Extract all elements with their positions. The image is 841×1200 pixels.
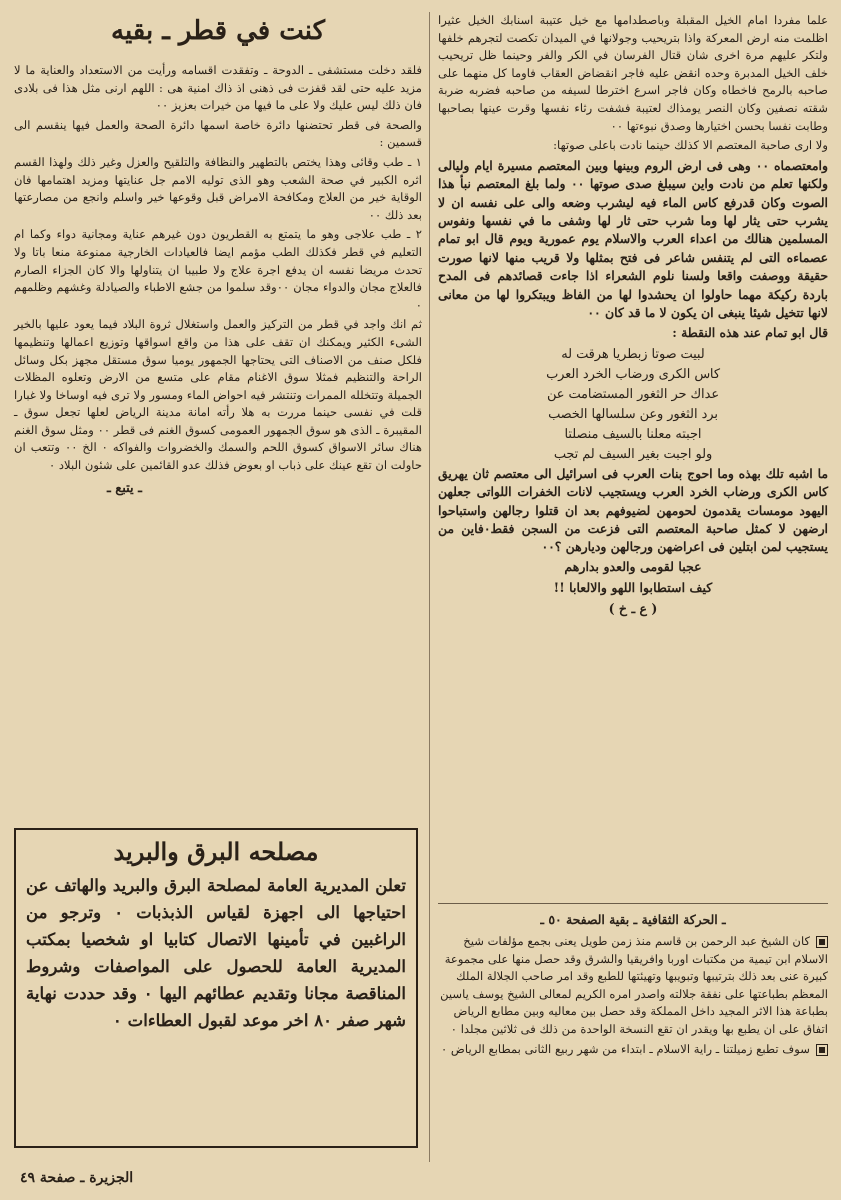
left-para-1: فلقد دخلت مستشفى ـ الدوحة ـ وتفقدت اقسامه ورأيت من الاستعداد والعناية ما لا مزيد عليه حتى لقد قفزت فى ذهنى اذ ذاك امنية هى : اللهم ارنى مثل هذا فى بلادى فان ذلك ليس عليك ولا على ما فيها من خيرات بعزيز ٠٠: [14, 63, 422, 113]
right-column: [438, 12, 828, 622]
section-item-2: [438, 1041, 828, 1059]
closing-line-2: كيف استطابوا اللهو والالعابا !!: [553, 579, 713, 595]
author-signature: ( ع ـ خ ): [608, 600, 658, 616]
right-bold-para: وامعتصماه ٠٠ وهى فى ارض الروم وبينها وبين المعتصم مسيرة ايام وليالى ولكنها تعلم من نادت واين سيبلغ صدى صوتها ٠٠ ولما بلغ المعتصم نبأ هذا الصوت وكان قدرفع كاس الماء فيه ليشرب وضعه والى على نفسه ان لا يشرب حتى يثار لها وما شرب حتى ثار لها وشفى ما في نفسها ونفوس المسلمين هنالك من اعداء العرب والاسلام يوم عمورية ويوم قال ابو تمام عصماءه التى لم يتنفس شاعر فى فتح بمثلها ولا قريب منها لانها صورت حقيقة ووصفت واقعا ولسنا نلوم الشعراء اذا جاءت قصائدهم فى المدح باردة ركيكة مهما حاولوا ان يحشدوا لها من الفاظ ويبتكروا لها من معانى لانها تتخيل شيئا ينبغى ان يكون لا ما قد كان ٠٠: [438, 157, 828, 320]
to-be-continued: ـ يتبع ـ: [106, 480, 142, 496]
left-para-3: ١ ـ طب وقائى وهذا يختص بالتطهير والنظافة والتلقيح والعزل وغير ذلك ولهذا القسم اثره الكبير في صحة الشعب وهو الذى توليه الامم جل عنايتها ومزيد اهتمامها فان الوقاية خير من العلاج ومكافحة الامراض قبل وقوعها خير واسلم وانجع من مصارعتها بعد ذلك ٠٠: [14, 154, 422, 222]
telegraph-post-announcement: [14, 828, 418, 1148]
announcement-title: مصلحه البرق والبريد: [113, 837, 319, 866]
verse-6: ولو اجبت بغير السيف لم تجب: [553, 446, 713, 462]
closing-line-1: عجبا لقومى والعدو بدارهم: [564, 558, 702, 574]
page-footer: الجزيرة ـ صفحة ٤٩: [20, 1170, 134, 1186]
section-divider: [438, 903, 828, 904]
left-para-2: والصحة فى قطر تحتضنها دائرة خاصة اسمها دائرة الصحة والعمل فيها ينقسم الى قسمين :: [14, 117, 422, 150]
right-para-1: علما مفردا امام الخيل المقبلة وباصطدامها مع خيل عتيبة اسنابك الخيل عثيرا اظلمت منه ارض المعركة واذا بتريحيب وجولانها في الميدان تكصت لتجرهم خلفها ولتكر عليهم مرة اخرى شان قتال الفرسان في الكر والفر وحينما ظل تريحيب خلف الخيل المدبرة وحده انقض عليه فاجر انقضاض العقاب فاوما كل منهما على صاحبه بالرمح فاخطاه وكان فاجر اسرع اخترطا لسيفه من صاحبه فضربه ضربة شقته نصفين وكان النصر يومذاك لعتيبة فشفت رثاء نفسها وقرت عينها بصاحبها وطابت نفسا بحسن اختيارها وصدق نبوءتها ٠٠: [438, 13, 828, 133]
section-item-1: [438, 933, 828, 1039]
verse-5: اجبته معلنا بالسيف منصلتا: [564, 426, 702, 442]
section-item-2-text: سوف تطبع زميلتنا ـ راية الاسلام ـ ابتداء من شهر ربيع الثانى بمطابع الرياض ٠: [441, 1041, 810, 1056]
after-verses-para: ما اشبه تلك بهذه وما احوج بنات العرب فى اسرائيل الى معتصم ثان يهريق كاس الكرى ورضاب الخرد العرب ويستجيب لانات الخفرات اللواتى جعلهن اليهود مومسات يقدمون لحومهن لضيوفهم بعد ان قتلوا رجالهن واستباحوا ارضهن لا كمثل صاحبة المعتصم التى فزعت من السجن فقط٠فاين من يستجيب لمن ابتلين فى اعراضهن ورجالهن وديارهن ؟٠٠: [438, 465, 828, 555]
left-para-4: ٢ ـ طب علاجى وهو ما يتمتع به القطريون دون غيرهم عناية ومجانية دواء وكما ام التعليم في قطر فكذلك الطب مؤمم ايضا فالعيادات الخارجية ممنوعة منعا باتا ولا تحدث مريضا نفسه ان يدفع اجرة علاج ولا طبيبا ان يتناولها والا كان الجزاء الصارم فالعلاج مجان والدواء مجان ٠٠وقد سلموا من جشع الاطباء والصيادلة وغشهم وظلمهم ٠: [14, 227, 422, 312]
section-item-1-text: كان الشيخ عبد الرحمن بن قاسم منذ زمن طويل يعنى بجمع مؤلفات شيخ الاسلام ابن تيمية من مكتبات اوربا وافريقيا والشرق وقد حصل منها على مجموعة كبيرة عنى بعد ذلك بترتيبها وتبويبها وتهيئتها للطبع وقد امر صاحب الجلالة الملك المعظم بطباعتها على نفقة جلالته واصدر امره الكريم لمعالى الشيخ يوسف ياسين بطباعة هذا الاثر المجيد داخل المملكة وقد حصل بين معاليه وبين مطابع الرياض اتفاق على ان يطبع بها ويقدر ان تقع النسخة الواحدة من ذلك فى ثلاثين مجلدا ٠: [440, 934, 828, 1036]
square-bullet-icon: [816, 936, 828, 948]
section-title: ـ الحركة الثقافية ـ بقية الصفحة ٥٠ ـ: [540, 912, 726, 927]
article-title: كنت في قطر ـ بقيه: [111, 16, 325, 46]
cultural-movement-section: [438, 895, 828, 1060]
left-column: [14, 12, 422, 506]
announcement-body: تعلن المديرية العامة لمصلحة البرق والبريد والهاتف عن احتياجها الى اجهزة لقياس الذبذبات ٠ وترجو من الراغبين في تأمينها الاتصال كتابيا او شخصيا بمكتب المديرية العامة للحصول على المواصفات وشروط المناقصة مجانا وتقديم عطائهم اليها ٠ وقد حددت نهاية شهر صفر ٨٠ اخر موعد لقبول العطاءات ٠: [26, 875, 406, 1030]
verse-1: لبيت صوتا زبطريا هرقت له: [561, 346, 705, 362]
verse-4: برد الثغور وعن سلسالها الخصب: [548, 406, 718, 422]
right-para-2: ولا ارى صاحبة المعتصم الا كذلك حينما نادت باعلى صوتها:: [553, 138, 828, 153]
left-para-5: ثم انك واجد في قطر من التركيز والعمل واستغلال ثروة البلاد فيما يعود عليها بالخير الشىء الكثير ويمكنك ان تقف على هذا من واقع اسواقها وتوزيع اعمالها وتنظيمها فلكل صنف من الاصناف التى يحتاجها الجمهور يوميا سوق مستقل مجهز بكل وسائل الراحة والتنظيم فمثلا سوق الاغنام مقام على متسع من الارض وتعلوه المظلات الجميلة وتتخلله الممرات وتنتشر فيه احواض الماء ومسور ولا ترى فيه اوساخا ولا غبارا قلت في نفسى حينما مررت به هلا رأته امانة مدينة الرياض لعلها تجعل سوق ـ المقيبرة ـ الذى هو سوق الجمهور العمومى كسوق الغنم فى قطر ٠٠ ومثل سوق الغنم هناك سائر الاسواق كسوق اللحم والسمك والخضروات والفواكه ٠ الخ ٠٠ وتتعب ان حاولت ان تقع عينك على ذباب او بعوض فذلك عدو القائمين على شئون البلاد ٠: [14, 317, 423, 473]
verse-2: كاس الكرى ورضاب الخرد العرب: [546, 366, 720, 382]
column-divider: [429, 12, 430, 1162]
square-bullet-icon: [816, 1044, 828, 1056]
verse-3: عداك حر الثغور المستضامت عن: [547, 386, 719, 402]
poem-intro: قال ابو تمام عند هذه النقطة :: [672, 325, 828, 341]
